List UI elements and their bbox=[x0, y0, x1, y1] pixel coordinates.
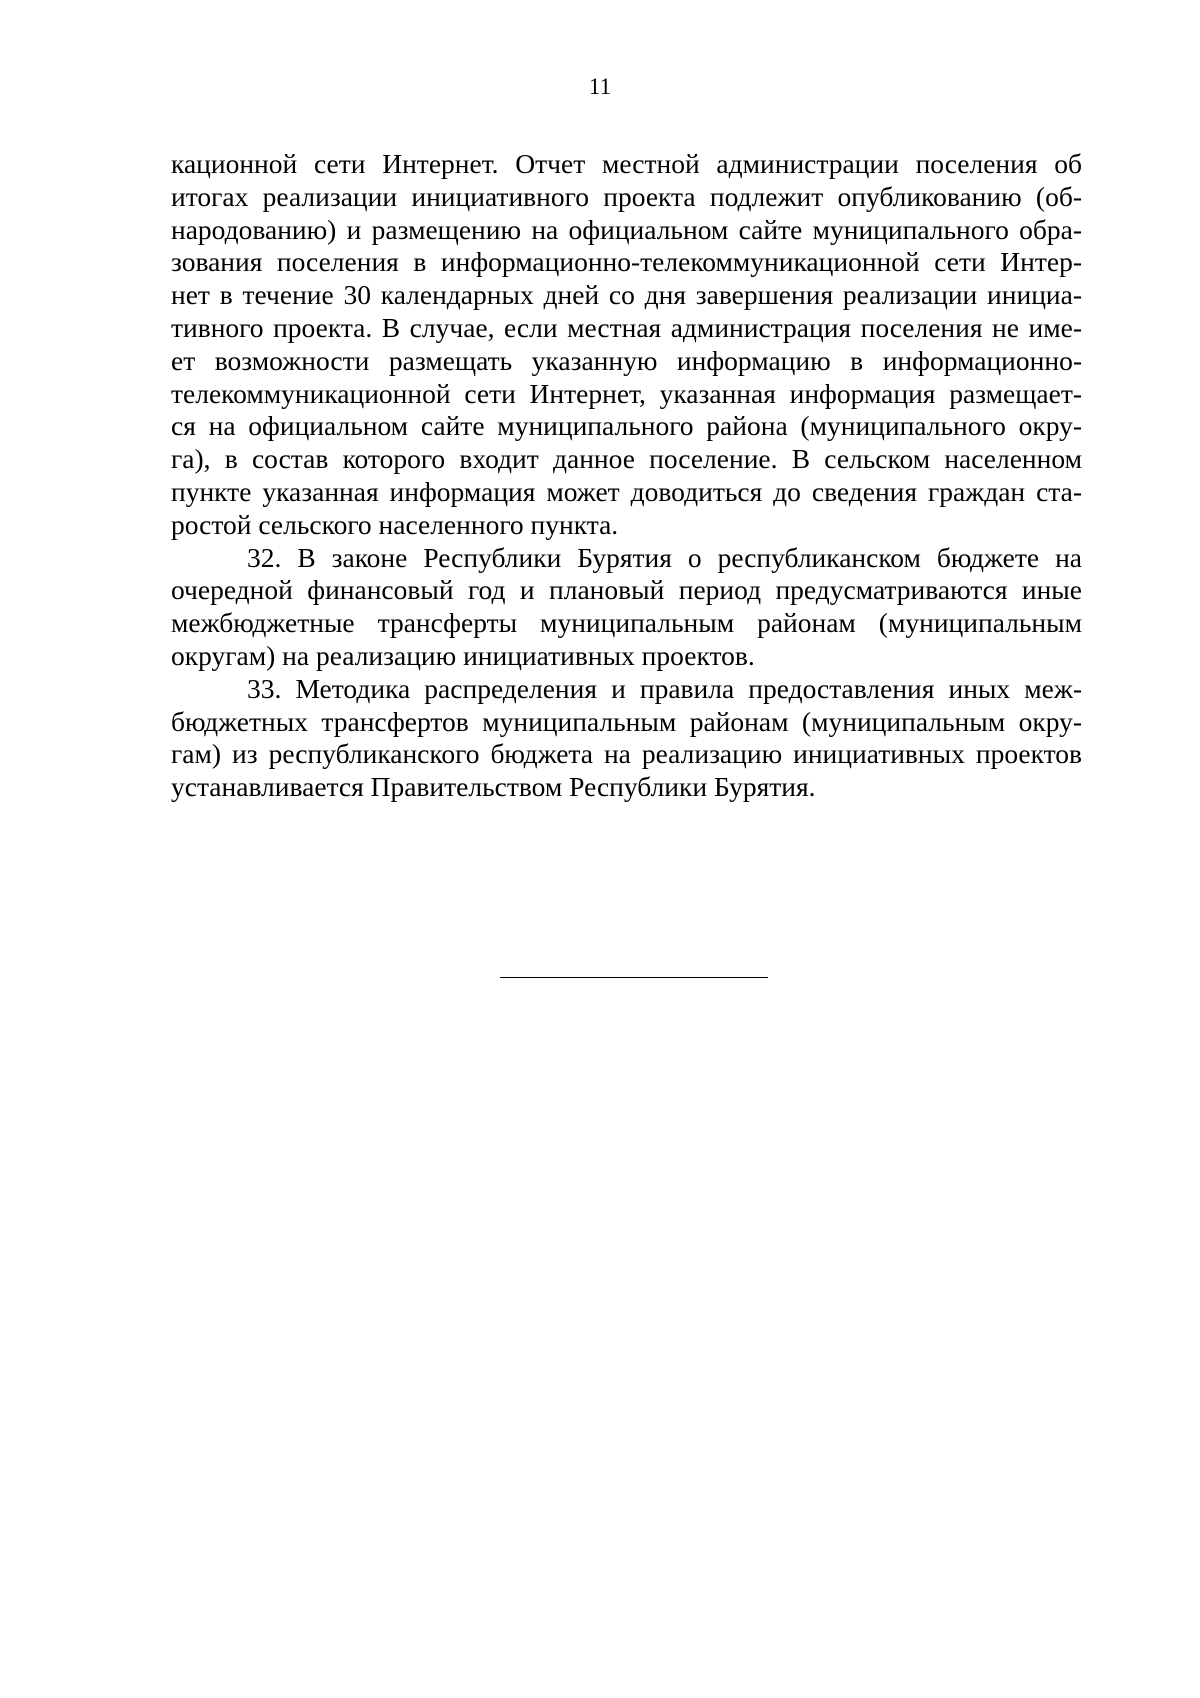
end-of-text-rule bbox=[500, 977, 768, 978]
text-line: телекоммуникационной сети Интернет, указанная информация размещает- bbox=[171, 377, 1082, 409]
text-line: тивного проекта. В случае, если местная администрация поселения не име- bbox=[171, 311, 1082, 343]
text-line: га), в состав которого входит данное поселение. В сельском населенном bbox=[171, 443, 1082, 475]
text-line: 33. Методика распределения и правила предоставления иных меж- bbox=[247, 672, 1082, 704]
text-line: устанавливается Правительством Республики Бурятия. bbox=[171, 771, 816, 803]
text-line: ростой сельского населенного пункта. bbox=[171, 508, 619, 540]
text-line: кационной сети Интернет. Отчет местной администрации поселения об bbox=[171, 148, 1082, 179]
page-number: 11 bbox=[588, 74, 612, 99]
text-line: очередной финансовый год и плановый период предусматриваются иные bbox=[171, 574, 1082, 606]
text-line: ся на официальном сайте муниципального района (муниципального окру- bbox=[171, 410, 1082, 442]
paragraph-continuation bbox=[171, 148, 1082, 542]
text-line: нет в течение 30 календарных дней со дня завершения реализации инициа- bbox=[171, 279, 1082, 311]
text-line: зования поселения в информационно-телекоммуникационной сети Интер- bbox=[171, 246, 1082, 278]
paragraph-32 bbox=[171, 542, 1082, 673]
paragraph-33 bbox=[171, 673, 1082, 804]
text-line: ет возможности размещать указанную информацию в информационно- bbox=[171, 344, 1082, 376]
text-line: пункте указанная информация может доводиться до сведения граждан ста- bbox=[171, 475, 1082, 507]
text-line: 32. В законе Республики Бурятия о республиканском бюджете на bbox=[247, 541, 1082, 573]
text-line: бюджетных трансфертов муниципальным районам (муниципальным окру- bbox=[171, 705, 1082, 737]
document-body bbox=[171, 148, 1082, 804]
text-line: округам) на реализацию инициативных проектов. bbox=[171, 639, 755, 671]
text-line: гам) из республиканского бюджета на реализацию инициативных проектов bbox=[171, 738, 1082, 770]
text-line: межбюджетные трансферты муниципальным районам (муниципальным bbox=[171, 607, 1082, 639]
text-line: народованию) и размещению на официальном сайте муниципального обра- bbox=[171, 213, 1082, 245]
text-line: итогах реализации инициативного проекта подлежит опубликованию (об- bbox=[171, 180, 1082, 212]
